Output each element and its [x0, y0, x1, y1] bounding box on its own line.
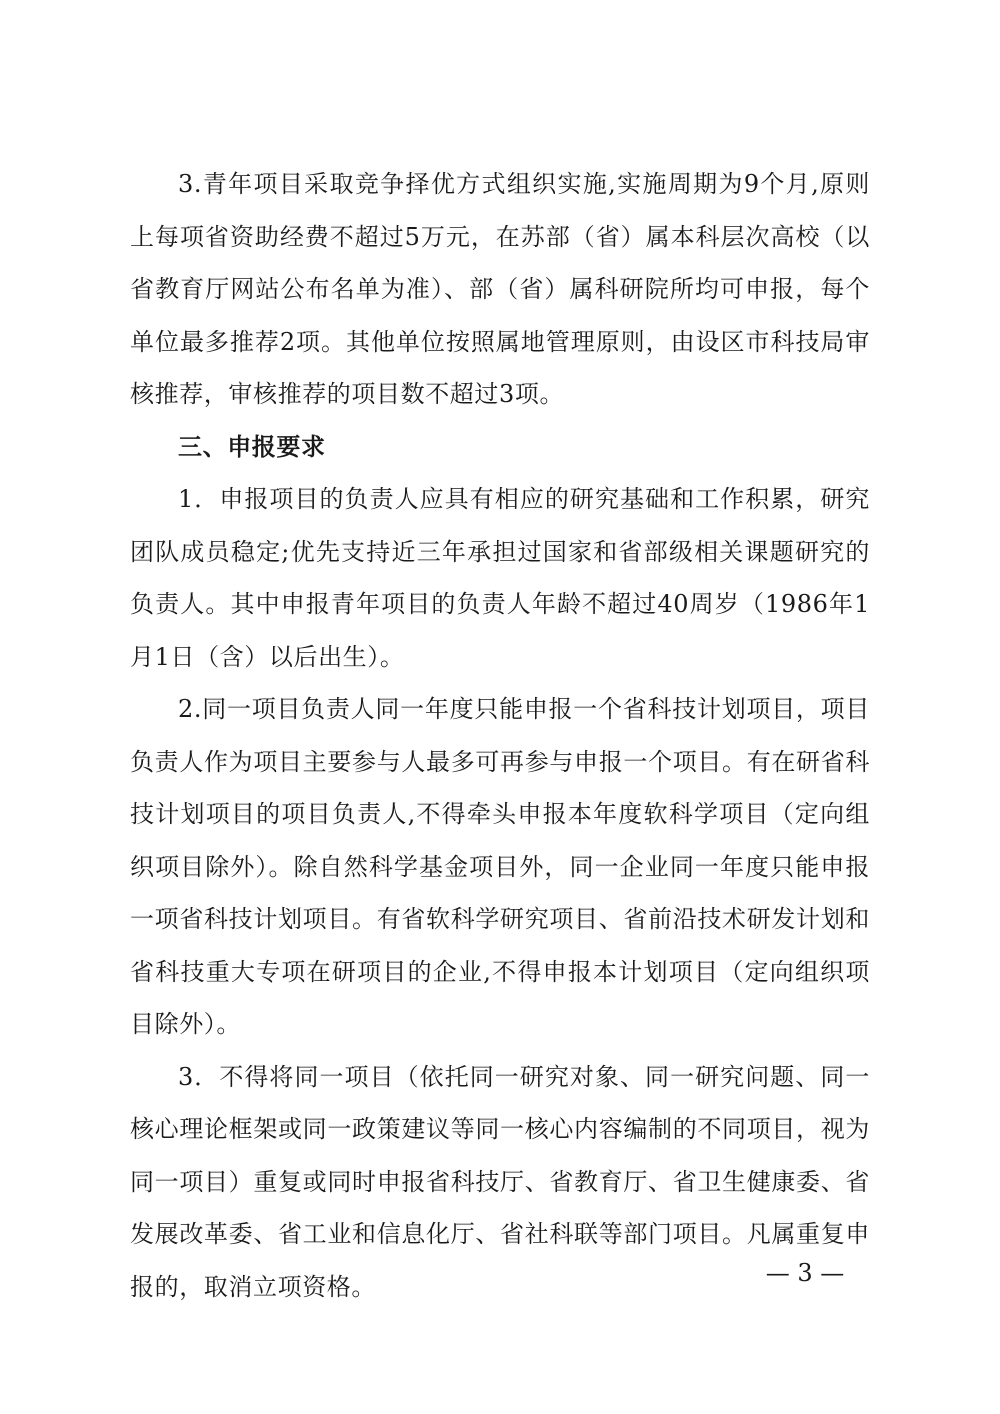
- paragraph-requirement-3: 3．不得将同一项目（依托同一研究对象、同一研究问题、同一核心理论框架或同一政策建议等同一核心内容编制的不同项目，视为同一项目）重复或同时申报省科技厅、省教育厅、省卫生健康委、省发展改革委、省工业和信息化厅、省社科联等部门项目。凡属重复申报的，取消立项资格。: [130, 1062, 870, 1301]
- document-body: [130, 158, 870, 1313]
- page-number: — 3 —: [765, 1259, 845, 1287]
- section-heading-application-requirements: 三、申报要求: [178, 432, 326, 461]
- paragraph-youth-project: 3.青年项目采取竞争择优方式组织实施,实施周期为9个月,原则上每项省资助经费不超过5万元，在苏部（省）属本科层次高校（以省教育厅网站公布名单为准）、部（省）属科研院所均可申报，每个单位最多推荐2项。其他单位按照属地管理原则，由设区市科技局审核推荐，审核推荐的项目数不超过3项。: [130, 170, 870, 408]
- paragraph-requirement-2: 2.同一项目负责人同一年度只能申报一个省科技计划项目，项目负责人作为项目主要参与人最多可再参与申报一个项目。有在研省科技计划项目的项目负责人,不得牵头申报本年度软科学项目（定向组织项目除外）。除自然科学基金项目外，同一企业同一年度只能申报一项省科技计划项目。有省软科学研究项目、省前沿技术研发计划和省科技重大专项在研项目的企业,不得申报本计划项目（定向组织项目除外）。: [130, 695, 870, 1038]
- paragraph-requirement-1: 1．申报项目的负责人应具有相应的研究基础和工作积累，研究团队成员稳定;优先支持近三年承担过国家和省部级相关课题研究的负责人。其中申报青年项目的负责人年龄不超过40周岁（1986年1月1日（含）以后出生）。: [130, 485, 870, 671]
